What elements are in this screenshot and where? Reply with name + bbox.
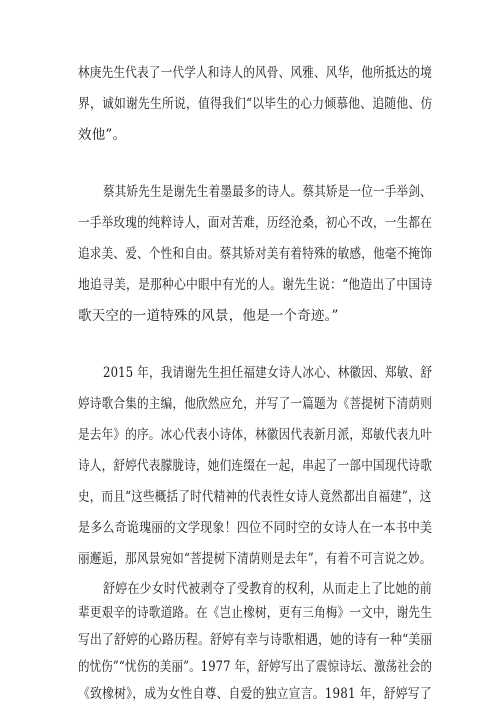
paragraph-line: 是去年》的序。冰心代表小诗体，林徽因代表新月派，郑敏代表九叶 bbox=[78, 427, 432, 443]
paragraph-line: 诗人，舒婷代表朦胧诗，她们连缀在一起，串起了一部中国现代诗歌 bbox=[78, 458, 432, 474]
paragraph-line: 追求美、爱、个性和自由。蔡其矫对美有着特殊的敏感，他毫不掩饰 bbox=[78, 246, 432, 262]
paragraph-line: 史，而且“这些概括了时代精神的代表性女诗人竟然都出自福建”，这 bbox=[78, 489, 432, 505]
paragraph-line: 界，诚如谢先生所说，值得我们“以毕生的心力倾慕他、追随他、仿 bbox=[78, 96, 433, 112]
paragraph-line: 歌天空的一道特殊的风景，他是一个奇迹。” bbox=[78, 308, 339, 324]
paragraph-line: 2015 年，我请谢先生担任福建女诗人冰心、林徽因、郑敏、舒 bbox=[103, 365, 433, 381]
paragraph-line: 地追寻美，是那种心中眼中有光的人。谢先生说：“他造出了中国诗 bbox=[78, 277, 433, 293]
paragraph-line: 是多么奇诡瑰丽的文学现象！四位不同时空的女诗人在一本书中美 bbox=[78, 520, 433, 536]
paragraph-line: 一手举玫瑰的纯粹诗人，面对苦难，历经沧桑，初心不改，一生都在 bbox=[78, 215, 432, 231]
paragraph-line: 写出了舒婷的心路历程。舒婷有幸与诗歌相遇，她的诗有一种“美丽 bbox=[78, 632, 433, 648]
paragraph-line: 婷诗歌合集的主编，他欣然应允，并写了一篇题为《菩提树下清荫则 bbox=[78, 396, 432, 412]
paragraph-line: 效他”。 bbox=[78, 127, 127, 143]
paragraph-line: 舒婷在少女时代被剥夺了受教育的权利，从而走上了比她的前 bbox=[103, 581, 432, 597]
paragraph-line: 辈更艰辛的诗歌道路。在《岂止橡树，更有三角梅》一文中，谢先生 bbox=[78, 605, 432, 621]
paragraph-line: 蔡其矫先生是谢先生着墨最多的诗人。蔡其矫是一位一手举剑、 bbox=[103, 184, 432, 200]
paragraph-line: 丽邂逅，那风景宛如“菩提树下清荫则是去年”，有着不可言说之妙。 bbox=[78, 551, 432, 567]
paragraph-line: 的忧伤”“忧伤的美丽”。1977 年，舒婷写出了震惊诗坛、激荡社会的 bbox=[78, 659, 433, 675]
paragraph-line: 林庚先生代表了一代学人和诗人的风骨、风雅、风华，他所抵达的境 bbox=[78, 65, 432, 81]
paragraph-line: 《致橡树》，成为女性自尊、自爱的独立宣言。1981 年，舒婷写了 bbox=[78, 686, 432, 702]
